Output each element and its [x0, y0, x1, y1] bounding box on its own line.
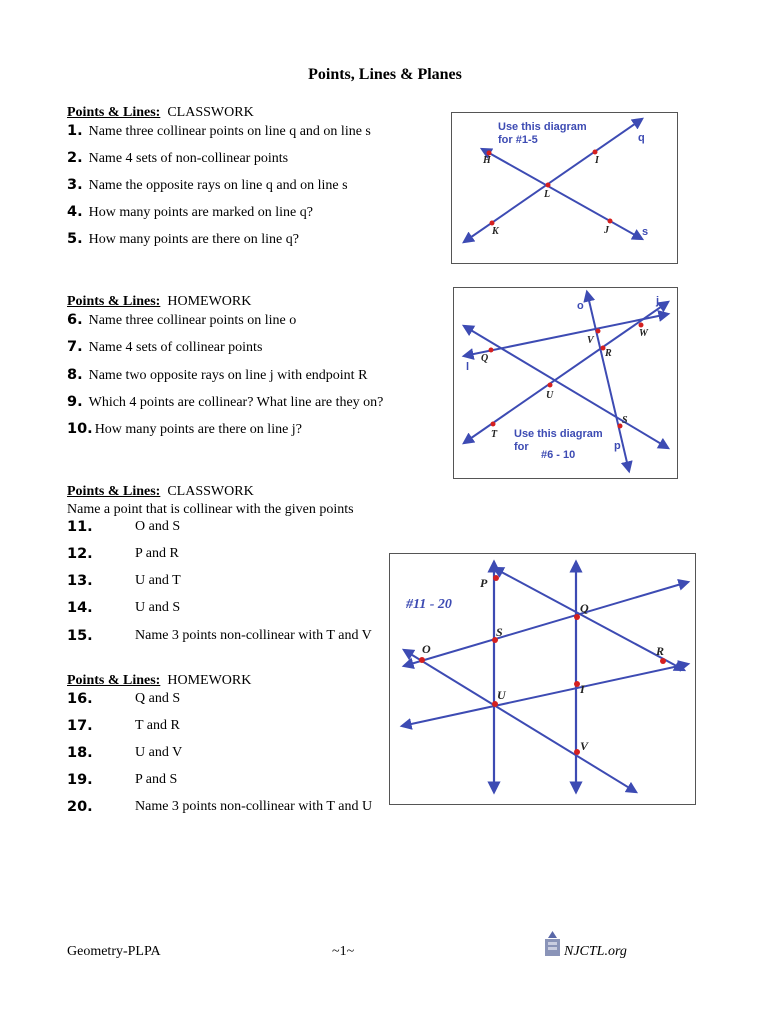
section-heading-type: CLASSWORK [167, 105, 254, 120]
point-label: V [587, 335, 594, 346]
question-11: 11. O and S [67, 519, 181, 535]
section-heading-type: HOMEWORK [167, 673, 252, 688]
question-3: 3. Name the opposite rays on line q and on line s [67, 177, 348, 193]
diagram-note: Use this diagram [514, 428, 603, 440]
line-label: s [642, 226, 649, 238]
point-label: P [480, 576, 488, 590]
point-U [548, 383, 553, 388]
line-j [464, 302, 668, 443]
point-R [660, 658, 666, 664]
point-P [493, 575, 499, 581]
point-W [639, 323, 644, 328]
line-label: l [466, 361, 470, 373]
point-label: O [422, 642, 431, 656]
question-14: 14. U and S [67, 600, 181, 616]
point-label: Q [580, 601, 589, 615]
question-13: 13. U and T [67, 573, 181, 589]
footer-page-number: ~1~ [332, 944, 355, 959]
question-7: 7. Name 4 sets of collinear points [67, 339, 263, 355]
point-label: I [580, 682, 585, 696]
point-V [596, 329, 601, 334]
point-label: K [492, 226, 499, 237]
section-heading-4 [67, 673, 251, 689]
question-1: 1. Name three collinear points on line q and on line s [67, 123, 371, 139]
point-K [490, 221, 495, 226]
section-heading-label: Points & Lines: [67, 484, 161, 499]
section-heading-type: CLASSWORK [167, 484, 254, 499]
point-label: V [580, 739, 589, 753]
page-title: Points, Lines & Planes [308, 66, 462, 83]
point-label: J [604, 225, 609, 236]
diagram-note: #11 - 20 [406, 597, 452, 612]
footer-course: Geometry-PLPA [67, 944, 161, 959]
point-label: S [622, 415, 628, 426]
section-instruction: Name a point that is collinear with the given points [67, 502, 354, 517]
point-label: L [544, 189, 551, 200]
point-label: R [656, 644, 665, 658]
line-s [482, 149, 642, 239]
point-Q [489, 348, 494, 353]
diagram-2 [453, 287, 678, 479]
line-o-u-v [404, 650, 636, 792]
point-label: Q [481, 353, 489, 364]
question-17: 17. T and R [67, 718, 180, 734]
diagram-3 [389, 553, 696, 805]
point-label: T [491, 429, 498, 440]
section-heading-label: Points & Lines: [67, 673, 161, 688]
line-u-i-r [402, 664, 688, 726]
question-12: 12. P and R [67, 546, 179, 562]
question-2: 2. Name 4 sets of non-collinear points [67, 150, 289, 166]
question-10: 10. How many points are there on line j? [67, 421, 302, 437]
njctl-logo-icon [544, 930, 561, 957]
section-heading-2 [67, 294, 251, 310]
point-O [419, 657, 425, 663]
point-label: I [595, 155, 599, 166]
point-I [593, 150, 598, 155]
point-J [608, 219, 613, 224]
question-6: 6. Name three collinear points on line o [67, 312, 297, 328]
diagram-note: for #1-5 [498, 134, 538, 146]
point-label: R [605, 348, 612, 359]
diagram-note: Use this diagram [498, 121, 587, 133]
line-label: o [577, 300, 584, 312]
section-heading-label: Points & Lines: [67, 105, 161, 120]
question-20: 20. Name 3 points non-collinear with T and U [67, 799, 373, 815]
diagram-1 [451, 112, 678, 264]
point-label: U [497, 688, 506, 702]
point-label: S [496, 625, 503, 639]
point-label: W [639, 328, 648, 339]
line-label: j [656, 295, 660, 307]
diagram-note: for [514, 441, 529, 453]
line-o [587, 292, 629, 471]
question-4: 4. How many points are marked on line q? [67, 204, 313, 220]
point-label: U [546, 390, 554, 401]
line-l [464, 314, 668, 356]
diagram-note: #6 - 10 [541, 449, 576, 461]
section-heading-3 [67, 484, 254, 500]
point-label: H [483, 155, 491, 166]
section-heading-label: Points & Lines: [67, 294, 161, 309]
line-o-s-q [404, 582, 688, 666]
question-19: 19. P and S [67, 772, 178, 788]
section-heading-1 [67, 105, 254, 121]
question-8: 8. Name two opposite rays on line j with endpoint R [67, 367, 368, 383]
question-15: 15. Name 3 points non-collinear with T and V [67, 628, 372, 644]
question-18: 18. U and V [67, 745, 183, 761]
point-L [546, 183, 551, 188]
question-9: 9. Which 4 points are collinear? What line are they on? [67, 394, 384, 410]
question-5: 5. How many points are there on line q? [67, 231, 299, 247]
line-label: p [614, 440, 621, 452]
point-T [491, 422, 496, 427]
question-16: 16. Q and S [67, 691, 181, 707]
line-label: q [638, 132, 645, 144]
footer-website[interactable]: NJCTL.org [564, 944, 627, 959]
section-heading-type: HOMEWORK [167, 294, 252, 309]
